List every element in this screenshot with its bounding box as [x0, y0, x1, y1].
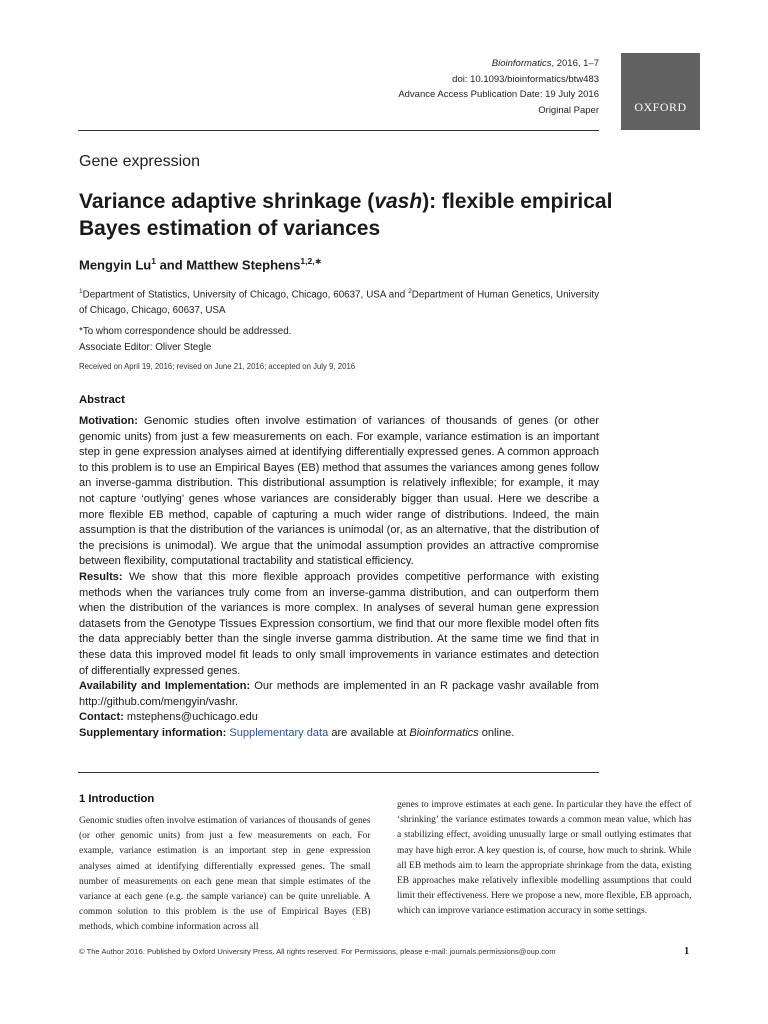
- journal-header: [398, 56, 599, 118]
- motivation-text: Genomic studies often involve estimation of variances of thousands of genes (or other genomic units) from just a few measurements on each. For example, variance estimation is an important step in gene expression analyses aimed at identifying differentially expressed genes. A common approach to this problem is to use an Empirical Bayes (EB) method that assumes the variances among genes follow an inverse-gamma distribution. This distributional assumption is relatively inflexible; for example, it may not capture ‘outlying’ genes whose variances are considerably bigger than usual. Here we describe a more flexible EB method, capable of capturing a much wider range of distributions. Indeed, the main assumption is that the distribution of the variances is unimodal (or, as an alternative, that the distribution of the precisions is unimodal). We argue that the unimodal assumption provides an attractive compromise between flexibility, computational tractability and statistical efficiency.: [79, 415, 599, 568]
- abstract-body: [79, 414, 599, 741]
- section-label: Gene expression: [79, 153, 200, 170]
- availability-text: Our methods are implemented in an R package vashr available from http://github.com/mengyin/vashr.: [79, 680, 599, 708]
- affil-1: Department of Statistics, University of Chicago, Chicago, 60637, USA and: [82, 289, 409, 301]
- associate-editor: Associate Editor: Oliver Stegle: [79, 342, 212, 353]
- intro-right-column: genes to improve estimates at each gene. In particular they have the effect of ‘shrinking’ the variance estimates towards a common mean value, which has a stabilizing effect, avoiding unusually large or small outlying estimates that may have high error. A key question is, of course, how much to shrink. While all EB methods aim to learn the appropriate shrinkage from the data, existing EB approaches make relatively inflexible modelling assumptions that could limit their effectiveness. Here we propose a new, more flexible, EB approach, which can improve variance estimation accuracy in some settings.: [397, 799, 692, 917]
- page-number: 1: [684, 946, 690, 957]
- correspondence-note: *To whom correspondence should be addressed.: [79, 326, 292, 337]
- affil-2-marker: 2: [408, 288, 412, 295]
- supplementary-end: online.: [478, 726, 515, 739]
- correspondence-block: [79, 324, 291, 356]
- copyright-footer: © The Author 2016. Published by Oxford University Press. All rights reserved. For Permissions, please e-mail: journals.permissions@oup.com: [79, 947, 556, 956]
- authors: [79, 256, 322, 272]
- affil-2: Department of Human Genetics, University of Chicago, Chicago, 60637, USA: [79, 289, 599, 317]
- abstract-heading: Abstract: [79, 394, 125, 406]
- abstract-supplementary: [79, 726, 599, 742]
- oxford-logo: [621, 53, 700, 130]
- author-1: Mengyin Lu: [79, 257, 152, 273]
- paper-type: Original Paper: [538, 104, 599, 116]
- supplementary-journal: Bioinformatics: [409, 726, 479, 739]
- title-italic: vash: [374, 190, 423, 213]
- title-part-1: Variance adaptive shrinkage (: [79, 190, 375, 213]
- header-divider: [78, 130, 599, 131]
- journal-info: , 2016, 1–7: [551, 58, 599, 69]
- abstract-motivation: [79, 414, 599, 570]
- journal-name: Bioinformatics: [491, 58, 552, 69]
- motivation-label: Motivation:: [79, 415, 138, 427]
- author-2-affil: 1,2,∗: [300, 256, 322, 266]
- abstract-divider: [78, 772, 599, 773]
- author-connector: and: [155, 257, 187, 273]
- author-1-affil: 1: [151, 256, 156, 266]
- affil-1-marker: 1: [79, 288, 83, 295]
- paper-title: [79, 188, 619, 242]
- supplementary-data-link[interactable]: Supplementary data: [229, 726, 329, 739]
- doi: doi: 10.1093/bioinformatics/btw483: [452, 73, 599, 85]
- supplementary-label: Supplementary information:: [79, 726, 227, 739]
- abstract-contact: [79, 710, 599, 726]
- received-dates: Received on April 19, 2016; revised on June 21, 2016; accepted on July 9, 2016: [79, 362, 356, 371]
- introduction-heading: 1 Introduction: [79, 793, 155, 805]
- abstract-availability: [79, 679, 599, 710]
- contact-label: Contact:: [79, 711, 124, 724]
- results-text: We show that this more flexible approach provides competitive performance with existing methods when the variances truly come from an inverse-gamma distribution, and can outperform them when the distribution of the variances is more complex. In analyses of several human gene expression datasets from the Genotype Tissues Expression consortium, we find that our more flexible model often fits the data appreciably better than the single inverse gamma distribution. At the same time we find that in these data this improved model fit leads to only small improvements in variance estimates and detection of differentially expressed genes.: [79, 570, 599, 677]
- availability-label: Availability and Implementation:: [79, 680, 251, 693]
- abstract-results: [79, 570, 599, 679]
- oxford-logo-text: OXFORD: [634, 100, 687, 114]
- results-label: Results:: [79, 570, 123, 583]
- affiliations: [79, 284, 599, 319]
- contact-text: mstephens@uchicago.edu: [123, 711, 258, 724]
- supplementary-mid: are available at: [328, 726, 410, 739]
- intro-left-column: Genomic studies often involve estimation of variances of thousands of genes (or other genomic units) from just a few measurements on each. For example, variance estimation is an important step in gene expression analyses aimed at identifying differentially expressed genes. The small number of measurements on each gene mean that simple estimates of the variance at each gene (e.g. the sample variance) can be quite unreliable. A common solution to this problem is the use of Empirical Bayes (EB) methods, which combine information across all: [79, 815, 371, 933]
- advance-access-date: Advance Access Publication Date: 19 July 2016: [398, 89, 599, 101]
- journal-citation: [398, 56, 599, 72]
- title-part-2: ): flexible empirical Bayes estimation of variances: [79, 190, 613, 240]
- author-2: Matthew Stephens: [186, 257, 301, 273]
